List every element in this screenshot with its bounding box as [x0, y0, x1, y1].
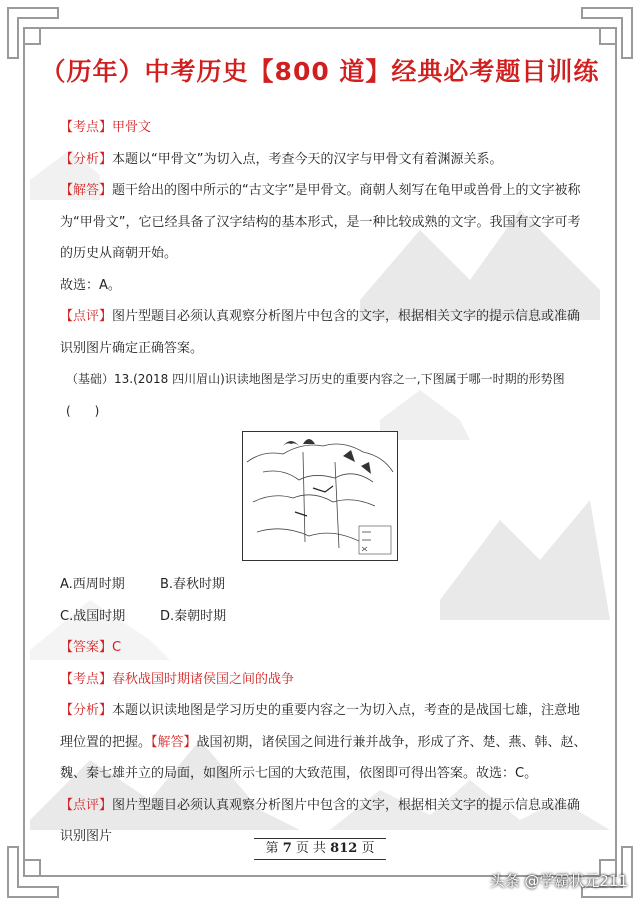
dianping-tag: 【点评】 — [60, 309, 113, 324]
question-13: （基础）13.(2018 四川眉山)识读地图是学习历史的重要内容之一,下图属于哪一时期的形势图( ) — [66, 372, 565, 418]
option-b: B.春秋时期 — [160, 577, 226, 592]
kaodian-tag: 【考点】 — [60, 120, 113, 135]
footer-prefix: 第 — [265, 841, 279, 856]
dianping-tag: 【点评】 — [60, 797, 113, 813]
option-c: C.战国时期 — [60, 608, 126, 624]
dianping-1 — [60, 301, 590, 364]
total-pages: 812 — [330, 841, 358, 856]
fenxi-1 — [60, 144, 590, 176]
option-a: A.西周时期 — [60, 577, 125, 592]
fenxi-tag: 【分析】 — [60, 703, 113, 718]
answer-tag: 【答案】 — [60, 640, 113, 655]
document-body — [60, 112, 590, 853]
jieda-1 — [60, 175, 590, 270]
kaodian-tag: 【考点】 — [60, 671, 113, 687]
answer-text: C — [112, 640, 122, 655]
jieda-text: 题干给出的图中所示的“古文字”是甲骨文。商朝人刻写在龟甲或兽骨上的文字被称为“甲骨文”，它已经具备了汉字结构的基本形式，是一种比较成熟的文字。我国有文字可考的历史从商朝开始。 — [60, 183, 581, 261]
map-drawing — [243, 432, 397, 560]
answer — [60, 632, 590, 664]
page-number-footer — [254, 838, 386, 860]
kaodian-1 — [60, 112, 590, 144]
options-row-2 — [60, 601, 590, 633]
options-row-1 — [60, 569, 590, 601]
watermark: 头条 @学霸状元211 — [489, 872, 628, 890]
fenxi-text: 本题以识读地图是学习历史的重要内容之一为切入点，考查的是战国七雄，注意地理位置的把握。 — [60, 703, 581, 750]
footer-middle: 页 共 — [295, 841, 327, 856]
fenxi-2 — [60, 695, 590, 790]
footer-suffix: 页 — [361, 841, 375, 856]
fenxi-text: 本题以“甲骨文”为切入点，考查今天的汉字与甲骨文有着渊源关系。 — [112, 151, 503, 167]
jieda-text: 战国初期，诸侯国之间进行兼并战争，形成了齐、楚、燕、韩、赵、魏、秦七雄并立的局面，如图所示七国的大致范围，依图即可得出答案。故选：C。 — [60, 734, 587, 781]
warring-states-map — [242, 431, 398, 561]
guxuan-1: 故选：A。 — [60, 277, 121, 293]
page-title: （历年）中考历史【800 道】经典必考题目训练 — [40, 57, 600, 86]
kaodian-2 — [60, 664, 590, 696]
jieda-tag: 【解答】 — [60, 183, 113, 198]
dianping-text: 图片型题目必须认真观察分析图片中包含的文字，根据相关文字的提示信息或准确识别图片 — [60, 797, 581, 844]
dianping-text: 图片型题目必须认真观察分析图片中包含的文字，根据相关文字的提示信息或准确识别图片确定正确答案。 — [60, 309, 581, 356]
fenxi-tag: 【分析】 — [60, 151, 113, 167]
kaodian-text: 春秋战国时期诸侯国之间的战争 — [112, 671, 295, 687]
jieda-tag: 【解答】 — [151, 734, 197, 750]
kaodian-text: 甲骨文 — [112, 120, 152, 135]
option-d: D.秦朝时期 — [160, 608, 227, 624]
current-page: 7 — [282, 841, 292, 856]
